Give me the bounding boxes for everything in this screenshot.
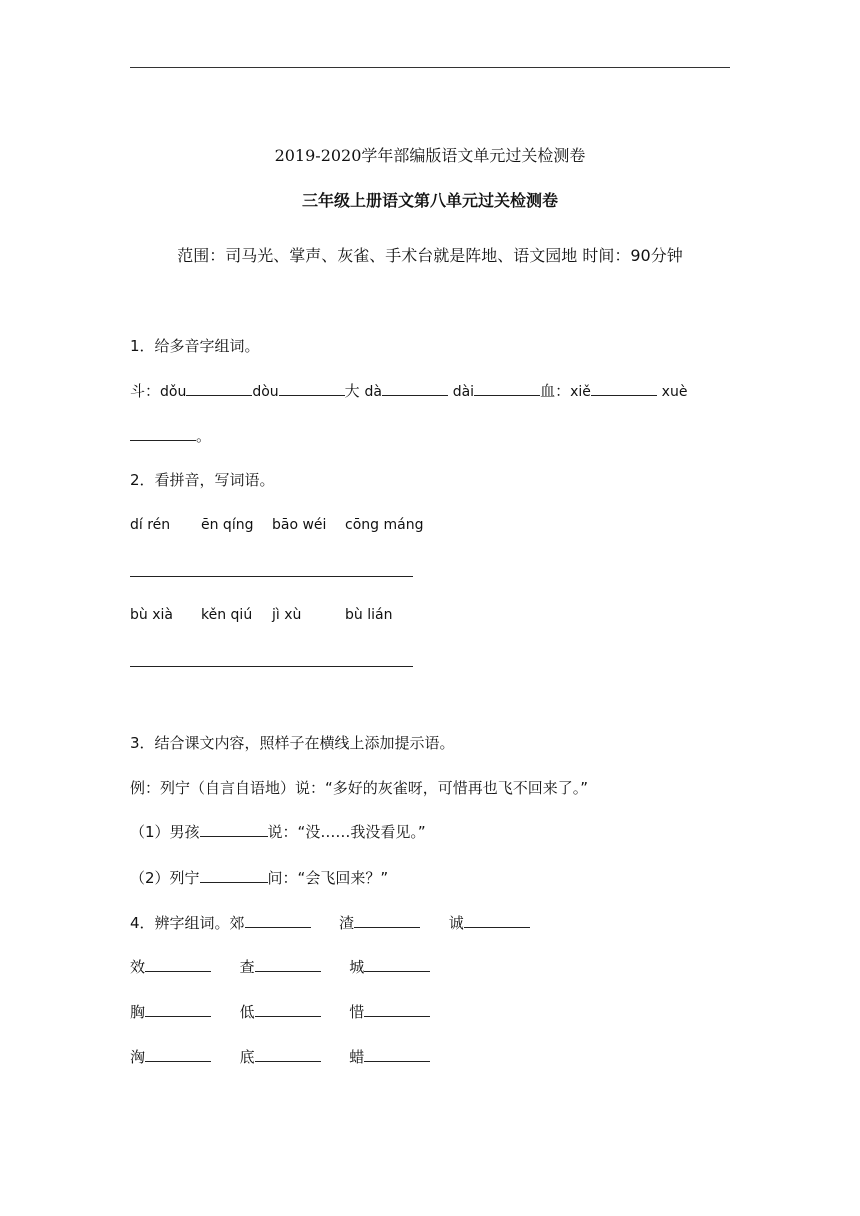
- item-label: （1）男孩: [130, 823, 200, 841]
- answer-blank[interactable]: [364, 957, 430, 972]
- answer-blank[interactable]: [200, 868, 268, 883]
- answer-blank[interactable]: [279, 381, 345, 396]
- question-1-line-2: [130, 426, 211, 446]
- char: 郊: [229, 914, 245, 932]
- pinyin-xue-1: xiě: [570, 384, 591, 400]
- document-title: 2019-2020学年部编版语文单元过关检测卷: [274, 146, 586, 165]
- question-3-prompt: 3．结合课文内容，照样子在横线上添加提示语。: [130, 734, 455, 752]
- answer-blank[interactable]: [364, 1047, 430, 1062]
- char-da: 大: [344, 382, 360, 400]
- answer-line[interactable]: [130, 576, 413, 577]
- answer-line[interactable]: [130, 666, 413, 667]
- char-xue: 血：: [540, 382, 571, 400]
- period: 。: [196, 427, 212, 445]
- question-3-example: 例：列宁（自言自语地）说：“多好的灰雀呀，可惜再也飞不回来了。”: [130, 779, 589, 797]
- char-dou: 斗：: [130, 382, 161, 400]
- answer-blank[interactable]: [255, 1047, 321, 1062]
- pinyin-word: ēn qíng: [201, 517, 254, 533]
- pinyin-da-2: dài: [452, 384, 475, 400]
- pinyin-dou-2: dòu: [252, 384, 279, 400]
- answer-blank[interactable]: [382, 381, 448, 396]
- pinyin-word: bāo wéi: [272, 517, 327, 533]
- pinyin-word: dí rén: [130, 517, 171, 533]
- pinyin-dou-1: dǒu: [160, 384, 187, 400]
- answer-blank[interactable]: [591, 381, 657, 396]
- pinyin-word: bù xià: [130, 607, 173, 623]
- question-1-prompt: 1．给多音字组词。: [130, 337, 260, 355]
- answer-blank[interactable]: [145, 1047, 211, 1062]
- char: 底: [239, 1048, 255, 1066]
- answer-blank[interactable]: [200, 822, 268, 837]
- char: 胸: [130, 1003, 146, 1021]
- item-label: （2）列宁: [130, 869, 200, 887]
- char: 渣: [339, 914, 355, 932]
- question-1-line: [130, 381, 687, 402]
- pinyin-word: kěn qiú: [201, 607, 253, 623]
- question-3-item-1: [130, 822, 426, 842]
- answer-blank[interactable]: [145, 1002, 211, 1017]
- answer-blank[interactable]: [464, 913, 530, 928]
- answer-blank[interactable]: [364, 1002, 430, 1017]
- question-4-row-1: [130, 913, 530, 933]
- answer-blank[interactable]: [245, 913, 311, 928]
- pinyin-word: cōng máng: [345, 517, 424, 533]
- pinyin-xue-2: xuè: [661, 384, 688, 400]
- question-3-item-2: [130, 868, 388, 888]
- question-4-row-4: [130, 1047, 430, 1067]
- item-text: 问：“会飞回来？”: [267, 869, 389, 887]
- pinyin-word: bù lián: [345, 607, 393, 623]
- char: 查: [239, 958, 255, 976]
- answer-blank[interactable]: [474, 381, 540, 396]
- char: 诚: [448, 914, 464, 932]
- question-4-row-2: [130, 957, 430, 977]
- char: 惜: [349, 1003, 365, 1021]
- answer-blank[interactable]: [186, 381, 252, 396]
- question-4-prompt: 4．辨字组词。: [130, 914, 230, 932]
- scope-line: 范围：司马光、掌声、灰雀、手术台就是阵地、语文园地 时间：90分钟: [177, 246, 683, 265]
- item-text: 说：“没……我没看见。”: [267, 823, 426, 841]
- pinyin-da-1: dà: [364, 384, 382, 400]
- char: 低: [239, 1003, 255, 1021]
- answer-blank[interactable]: [354, 913, 420, 928]
- pinyin-word: jì xù: [272, 607, 302, 623]
- answer-blank[interactable]: [145, 957, 211, 972]
- answer-blank[interactable]: [130, 426, 196, 441]
- char: 蜡: [349, 1048, 365, 1066]
- char: 效: [130, 958, 146, 976]
- answer-blank[interactable]: [255, 1002, 321, 1017]
- document-subtitle: 三年级上册语文第八单元过关检测卷: [301, 191, 558, 210]
- question-4-row-3: [130, 1002, 430, 1022]
- char: 城: [349, 958, 365, 976]
- answer-blank[interactable]: [255, 957, 321, 972]
- question-2-prompt: 2．看拼音，写词语。: [130, 471, 275, 489]
- header-rule: [130, 67, 730, 68]
- char: 洶: [130, 1048, 146, 1066]
